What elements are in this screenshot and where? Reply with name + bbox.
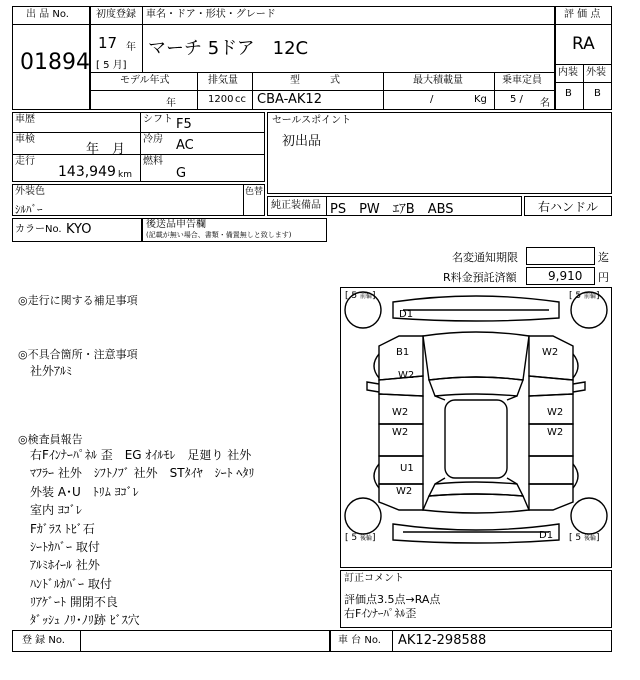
car-diagram	[340, 287, 612, 568]
transfer-deadline-box	[526, 247, 595, 265]
chassis-number-label: 車 台 No.	[338, 635, 381, 646]
correction-line: 右Fｲﾝﾅｰﾊﾟﾈﾙ歪	[344, 607, 417, 620]
tire-rear-left: [ 5 後輪]	[345, 533, 376, 543]
car-name: マーチ 5ドア 12C	[148, 38, 309, 59]
inspector-line: 右Fｲﾝﾅｰﾊﾟﾈﾙ 歪 EG ｵｲﾙﾓﾚ 足廻り 社外	[30, 448, 252, 462]
capacity: 5 /	[510, 94, 523, 105]
registration-year-unit: 年	[126, 42, 136, 53]
mark-right-rear-door: W2	[547, 427, 564, 438]
mark-right-fender-w2: W2	[542, 347, 559, 358]
car-outline-drawing	[341, 288, 611, 567]
exterior-grade: B	[594, 88, 601, 99]
color-number: KYO	[66, 222, 92, 237]
equipment: PS PW ｴｱB ABS	[330, 202, 454, 217]
sales-point-label: セールスポイント	[272, 115, 352, 126]
inspector-line: 外装 A･U ﾄﾘﾑ ﾖｺﾞﾚ	[30, 485, 139, 499]
history-label: 車歴	[15, 114, 35, 125]
shift: F5	[176, 117, 192, 132]
model-type: CBA-AK12	[257, 92, 322, 107]
ac-label: 冷房	[143, 134, 163, 145]
inspector-line: ｱﾙﾐﾎｲｰﾙ 社外	[30, 558, 100, 572]
registration-month: [ 5 月]	[96, 60, 127, 71]
mark-left-fender-w2: W2	[398, 370, 415, 381]
fuel-label: 燃料	[143, 156, 163, 167]
inspection-label: 車検	[15, 134, 35, 145]
defect-notes-title: ◎不具合箇所・注意事項	[18, 348, 138, 361]
tire-front-left: [ 5 前輪]	[345, 291, 376, 301]
lot-number: 01894	[20, 50, 90, 75]
mileage: 143,949	[58, 164, 116, 180]
mark-left-fender-b1: B1	[396, 347, 410, 358]
correction-line: 評価点3.5点→RA点	[344, 593, 441, 606]
details-box	[12, 112, 265, 182]
inspector-line: ｼｰﾄｶﾊﾞｰ 取付	[30, 540, 100, 554]
max-load-label: 最大積載量	[413, 75, 463, 86]
lot-number-label: 出 品 No.	[26, 9, 69, 20]
recycle-fee-unit: 円	[598, 271, 609, 284]
correction-label: 訂正コメント	[344, 573, 404, 584]
recycle-fee: 9,910	[548, 269, 583, 283]
inspector-report-title: ◎検査員報告	[18, 433, 83, 446]
chassis-number: AK12-298588	[398, 633, 487, 648]
sales-point: 初出品	[282, 134, 322, 149]
capacity-label: 乗車定員	[502, 75, 542, 86]
mileage-label: 走行	[15, 156, 35, 167]
mark-rear-bumper: D1	[539, 530, 554, 541]
displacement-unit: cc	[235, 94, 246, 105]
driving-notes-title: ◎走行に関する補足事項	[18, 294, 138, 307]
max-load-unit: Kg	[474, 94, 487, 105]
car-name-label: 車名・ドア・形状・グレード	[146, 9, 276, 20]
inspector-line: 室内 ﾖｺﾞﾚ	[30, 503, 82, 517]
interior-grade: B	[565, 88, 572, 99]
transfer-deadline-unit: 迄	[598, 251, 609, 264]
mark-right-front-door: W2	[547, 407, 564, 418]
registration-number-label: 登 録 No.	[22, 635, 65, 646]
evaluation-score: RA	[572, 34, 595, 54]
shift-label: シフト	[143, 114, 173, 125]
tire-rear-right: [ 5 後輪]	[569, 533, 600, 543]
mark-front-bumper: D1	[399, 309, 414, 320]
first-registration-label: 初度登録	[96, 9, 136, 20]
mark-left-quarter-u1: U1	[400, 463, 414, 474]
inspection-value: 年 月	[86, 142, 126, 157]
color-number-label: カラーNo.	[15, 224, 62, 235]
steering: 右ハンドル	[538, 200, 599, 214]
color-change-label: 色替	[245, 187, 264, 197]
defect-line: 社外ｱﾙﾐ	[30, 364, 73, 378]
displacement-label: 排気量	[208, 75, 238, 86]
inspector-line: ﾊﾝﾄﾞﾙｶﾊﾞｰ 取付	[30, 577, 112, 591]
max-load: /	[430, 94, 434, 105]
mark-left-front-door: W2	[392, 407, 409, 418]
transfer-deadline-label: 名変通知期限	[452, 251, 518, 264]
inspector-line: ﾘｱｹﾞｰﾄ 開閉不良	[30, 595, 118, 609]
inspector-line: ﾏﾌﾗｰ 社外 ｼﾌﾄﾉﾌﾞ 社外 STﾀｲﾔ ｼｰﾄ ﾍﾀﾘ	[30, 466, 255, 480]
capacity-unit: 名	[540, 98, 550, 109]
exterior-label: 外装	[586, 67, 606, 78]
exterior-color-label: 外装色	[15, 186, 45, 197]
documents-note: (記載が無い場合、書類・備置無しと致します)	[146, 231, 292, 239]
documents-label: 後送品申告欄	[146, 219, 206, 230]
recycle-fee-label: R料金預託済額	[443, 271, 517, 284]
fuel: G	[176, 166, 187, 181]
tire-front-right: [ 5 前輪]	[569, 291, 600, 301]
interior-label: 内装	[558, 67, 578, 78]
air-conditioner: AC	[176, 138, 194, 153]
inspector-line: ﾀﾞｯｼｭ ﾉﾘ･ﾉﾘ跡 ﾋﾞｽ穴	[30, 613, 140, 627]
exterior-color: ｼﾙﾊﾞｰ	[15, 203, 43, 216]
type-label: 型 式	[290, 75, 340, 86]
mark-left-quarter-w2: W2	[396, 486, 413, 497]
model-year-label: モデル年式	[120, 75, 170, 86]
color-box	[12, 184, 265, 216]
registration-year: 17	[98, 34, 118, 52]
mark-left-rear-door: W2	[392, 427, 409, 438]
inspector-line: Fｶﾞﾗｽ ﾄﾋﾞ石	[30, 522, 95, 536]
mileage-unit: km	[118, 170, 132, 180]
equipment-label: 純正装備品	[271, 200, 321, 211]
score-label: 評 価 点	[564, 9, 601, 20]
model-year-value: 年	[166, 98, 176, 109]
displacement: 1200	[208, 94, 234, 105]
